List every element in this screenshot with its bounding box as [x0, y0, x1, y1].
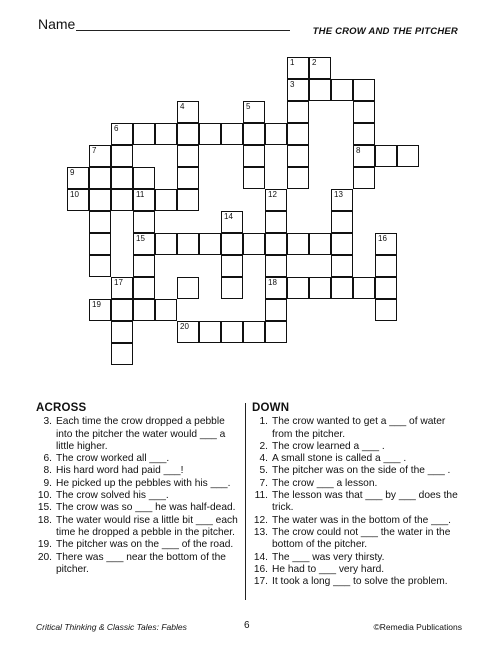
clue-text: There was ___ near the bottom of the pitcher. [56, 551, 226, 575]
across-clue [36, 490, 244, 502]
across-clue [36, 552, 244, 577]
clue-number: 12. [253, 514, 268, 526]
crossword-cell[interactable] [177, 123, 199, 145]
clue-number: 13 [334, 190, 343, 199]
crossword-cell[interactable] [89, 145, 111, 167]
clue-number: 3. [43, 416, 52, 428]
crossword-cell[interactable] [111, 189, 133, 211]
crossword-cell[interactable] [375, 299, 397, 321]
clue-text: His hard word had paid ___! [56, 465, 184, 477]
crossword-cell[interactable] [133, 299, 155, 321]
footer-publisher: ©Remedia Publications [373, 622, 462, 632]
crossword-cell[interactable] [133, 255, 155, 277]
across-clue [36, 515, 244, 540]
clue-number: 2 [312, 58, 317, 67]
crossword-cell[interactable] [199, 123, 221, 145]
crossword-cell[interactable] [243, 145, 265, 167]
crossword-cell[interactable] [287, 123, 309, 145]
clue-number: 17. [253, 576, 268, 588]
clue-number: 14. [253, 551, 268, 563]
crossword-cell[interactable] [89, 167, 111, 189]
crossword-cell[interactable] [89, 299, 111, 321]
crossword-cell[interactable] [331, 79, 353, 101]
crossword-cell[interactable] [331, 255, 353, 277]
crossword-cell[interactable] [221, 255, 243, 277]
clue-text: Each time the crow dropped a pebble into the pitcher the water would ___ a little higher. [56, 416, 226, 452]
down-clue [252, 490, 466, 515]
footer-page-number: 6 [244, 620, 250, 631]
clue-text: He picked up the pebbles with his ___. [56, 477, 231, 489]
clue-number: 19. [37, 539, 52, 551]
down-section [252, 402, 466, 588]
clue-number: 17 [114, 278, 123, 287]
across-clue [36, 416, 244, 453]
down-clue [252, 441, 466, 453]
clue-text: He had to ___ very hard. [272, 563, 385, 575]
clue-text: The crow could not ___ the water in the bottom of the pitcher. [272, 526, 451, 551]
clue-number: 18. [37, 514, 52, 526]
crossword-cell[interactable] [155, 123, 177, 145]
clue-number: 1. [259, 416, 268, 428]
crossword-cell[interactable] [221, 321, 243, 343]
down-clue [252, 416, 466, 441]
clue-number: 4. [259, 453, 268, 465]
crossword-cell[interactable] [221, 123, 243, 145]
crossword-cell[interactable] [331, 277, 353, 299]
clue-number: 8 [356, 146, 361, 155]
crossword-cell[interactable] [243, 321, 265, 343]
crossword-cell[interactable] [221, 233, 243, 255]
clue-number: 1 [290, 58, 295, 67]
across-clue [36, 465, 244, 477]
down-clue [252, 552, 466, 564]
crossword-cell[interactable] [331, 211, 353, 233]
crossword-cell[interactable] [177, 277, 199, 299]
crossword-cell[interactable] [155, 189, 177, 211]
name-label: Name [38, 16, 76, 32]
crossword-cell[interactable] [243, 123, 265, 145]
crossword-cell[interactable] [265, 299, 287, 321]
clue-number: 10. [37, 490, 52, 502]
clue-number: 6 [114, 124, 119, 133]
crossword-cell[interactable] [309, 79, 331, 101]
crossword-cell[interactable] [177, 233, 199, 255]
crossword-cell[interactable] [265, 123, 287, 145]
clue-number: 14 [224, 212, 233, 221]
clue-text: The crow solved his ___. [56, 490, 169, 502]
crossword-cell[interactable] [133, 211, 155, 233]
crossword-cell[interactable] [221, 211, 243, 233]
crossword-cell[interactable] [265, 277, 287, 299]
crossword-cell[interactable] [111, 123, 133, 145]
crossword-cell[interactable] [287, 57, 309, 79]
clue-number: 20 [180, 322, 189, 331]
crossword-cell[interactable] [67, 167, 89, 189]
crossword-cell[interactable] [353, 145, 375, 167]
crossword-cell[interactable] [243, 233, 265, 255]
crossword-cell[interactable] [111, 277, 133, 299]
crossword-cell[interactable] [199, 233, 221, 255]
crossword-cell[interactable] [177, 101, 199, 123]
crossword-cell[interactable] [309, 57, 331, 79]
crossword-cell[interactable] [111, 167, 133, 189]
crossword-cell[interactable] [177, 145, 199, 167]
crossword-cell[interactable] [287, 79, 309, 101]
clue-number: 3 [290, 80, 295, 89]
crossword-cell[interactable] [265, 321, 287, 343]
crossword-cell[interactable] [89, 255, 111, 277]
crossword-cell[interactable] [265, 233, 287, 255]
down-clue [252, 564, 466, 576]
across-heading: ACROSS [36, 402, 87, 414]
crossword-cell[interactable] [375, 145, 397, 167]
clue-text: The water was in the bottom of the ___. [272, 514, 451, 526]
clue-number: 16. [253, 563, 268, 575]
crossword-cell[interactable] [111, 299, 133, 321]
crossword-cell[interactable] [353, 101, 375, 123]
across-clue [36, 539, 244, 551]
down-clue [252, 453, 466, 465]
page-title: THE CROW AND THE PITCHER [312, 26, 458, 37]
crossword-cell[interactable] [309, 233, 331, 255]
crossword-cell[interactable] [353, 123, 375, 145]
crossword-cell[interactable] [287, 233, 309, 255]
clue-text: It took a long ___ to solve the problem. [272, 576, 448, 588]
clue-number: 13. [253, 526, 268, 538]
crossword-cell[interactable] [375, 277, 397, 299]
across-clue [36, 502, 244, 514]
across-section [36, 402, 244, 576]
clue-text: The crow worked all ___. [56, 453, 170, 465]
clue-text: The crow learned a ___ . [272, 440, 385, 452]
clue-text: The ___ was very thirsty. [272, 551, 385, 563]
crossword-cell[interactable] [111, 343, 133, 365]
crossword-cell[interactable] [353, 167, 375, 189]
clue-number: 18 [268, 278, 277, 287]
clue-number: 11. [254, 490, 268, 502]
down-heading: DOWN [252, 402, 290, 414]
crossword-cell[interactable] [155, 299, 177, 321]
crossword-cell[interactable] [287, 277, 309, 299]
clue-number: 12 [268, 190, 277, 199]
crossword-cell[interactable] [199, 321, 221, 343]
crossword-cell[interactable] [243, 101, 265, 123]
crossword-cell[interactable] [243, 167, 265, 189]
clue-number: 5. [259, 465, 268, 477]
crossword-cell[interactable] [177, 321, 199, 343]
clue-text: The crow ___ a lesson. [272, 477, 378, 489]
across-clue [36, 453, 244, 465]
crossword-cell[interactable] [133, 167, 155, 189]
clue-number: 5 [246, 102, 251, 111]
column-divider [245, 403, 246, 600]
crossword-cell[interactable] [375, 255, 397, 277]
down-clue [252, 576, 466, 588]
clue-number: 4 [180, 102, 185, 111]
clue-number: 6. [43, 453, 52, 465]
crossword-cell[interactable] [111, 321, 133, 343]
down-clue-list [252, 416, 466, 588]
crossword-cell[interactable] [265, 189, 287, 211]
clue-number: 9. [43, 477, 52, 489]
crossword-cell[interactable] [89, 189, 111, 211]
clue-text: The lesson was that ___ by ___ does the trick. [272, 490, 458, 514]
down-clue [252, 527, 466, 552]
clue-number: 8. [43, 465, 52, 477]
crossword-cell[interactable] [89, 211, 111, 233]
crossword-cell[interactable] [375, 233, 397, 255]
clue-number: 15. [37, 502, 52, 514]
clue-number: 19 [92, 300, 101, 309]
crossword-cell[interactable] [287, 145, 309, 167]
clue-number: 10 [70, 190, 79, 199]
crossword-cell[interactable] [353, 277, 375, 299]
crossword-cell[interactable] [331, 189, 353, 211]
crossword-cell[interactable] [177, 189, 199, 211]
clue-text: A small stone is called a ___ . [272, 453, 407, 465]
clue-number: 16 [378, 234, 387, 243]
clue-text: The crow wanted to get a ___ of water from the pitcher. [272, 416, 446, 440]
crossword-cell[interactable] [287, 167, 309, 189]
crossword-cell[interactable] [221, 277, 243, 299]
clue-text: The pitcher was on the ___ of the road. [56, 539, 234, 551]
crossword-cell[interactable] [155, 233, 177, 255]
crossword-cell[interactable] [133, 233, 155, 255]
across-clue [36, 478, 244, 490]
crossword-cell[interactable] [331, 233, 353, 255]
crossword-cell[interactable] [353, 79, 375, 101]
clue-number: 7. [259, 477, 268, 489]
clue-number: 15 [136, 234, 145, 243]
across-clue-list [36, 416, 244, 576]
crossword-cell[interactable] [133, 189, 155, 211]
down-clue [252, 465, 466, 477]
clue-text: The pitcher was on the side of the ___ . [272, 465, 451, 477]
crossword-cell[interactable] [89, 233, 111, 255]
crossword-cell[interactable] [67, 189, 89, 211]
crossword-cell[interactable] [309, 277, 331, 299]
crossword-cell[interactable] [177, 167, 199, 189]
crossword-cell[interactable] [287, 101, 309, 123]
crossword-cell[interactable] [111, 145, 133, 167]
clue-number: 11 [136, 190, 145, 199]
crossword-cell[interactable] [265, 255, 287, 277]
crossword-cell[interactable] [133, 277, 155, 299]
clue-number: 7 [92, 146, 97, 155]
down-clue [252, 515, 466, 527]
crossword-cell[interactable] [397, 145, 419, 167]
footer-book-title: Critical Thinking & Classic Tales: Fables [36, 622, 187, 632]
clue-text: The crow was so ___ he was half-dead. [56, 502, 236, 514]
clue-number: 20. [37, 551, 52, 563]
clue-number: 9 [70, 168, 75, 177]
crossword-cell[interactable] [133, 123, 155, 145]
clue-number: 2. [259, 440, 268, 452]
crossword-cell[interactable] [265, 211, 287, 233]
down-clue [252, 478, 466, 490]
clue-text: The water would rise a little bit ___ each time he dropped a pebble in the pitcher. [56, 514, 238, 538]
